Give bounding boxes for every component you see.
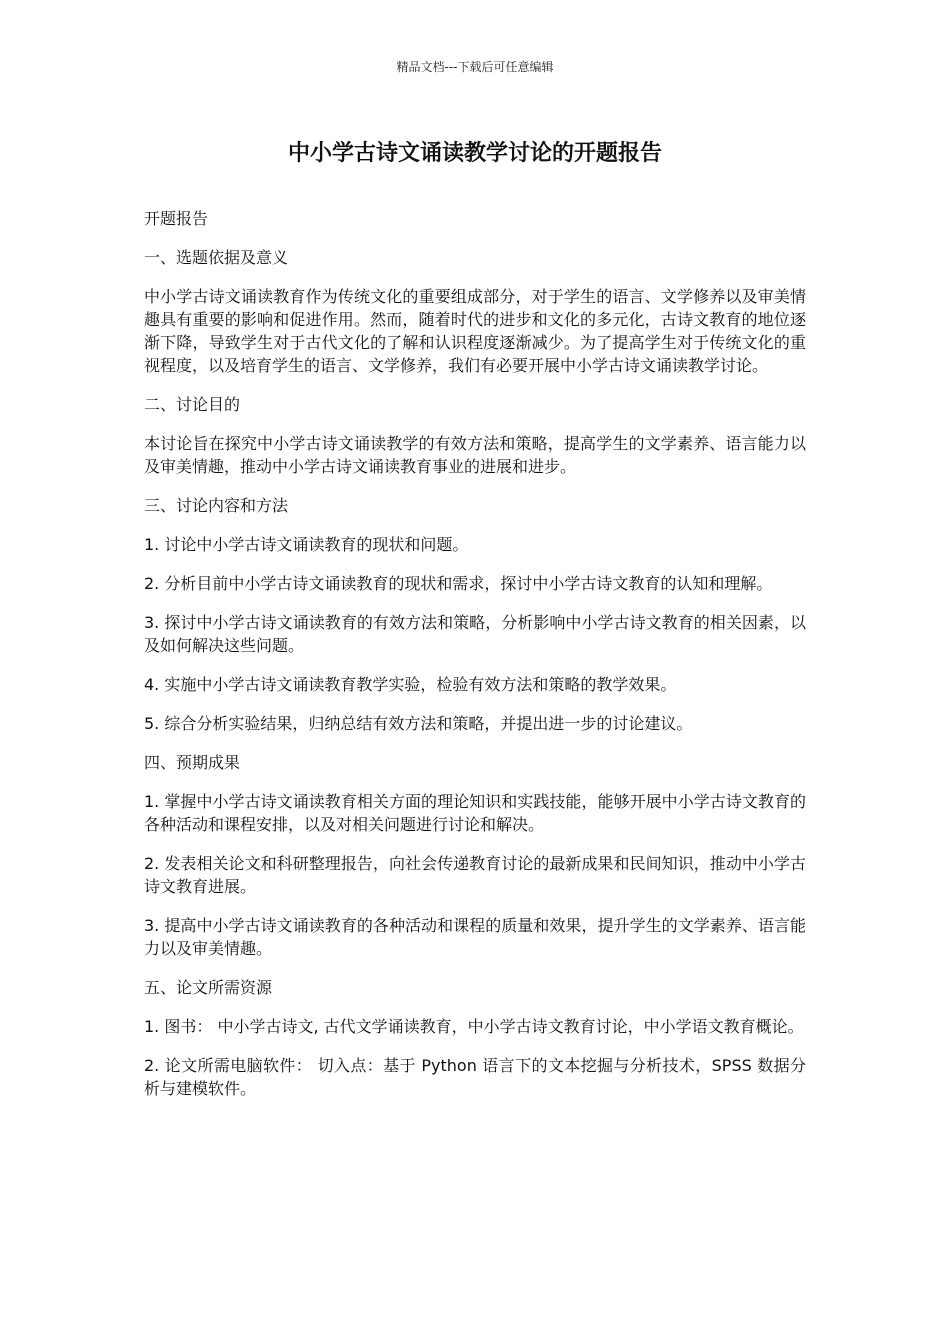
list-item-resource-2: 2. 论文所需电脑软件： 切入点：基于 Python 语言下的文本挖掘与分析技术，SPSS 数据分析与建模软件。	[144, 1056, 806, 1098]
list-item-outcome-3: 3. 提高中小学古诗文诵读教育的各种活动和课程的质量和效果，提升学生的文学素养、语言能力以及审美情趣。	[144, 916, 806, 958]
list-item-content-4: 4. 实施中小学古诗文诵读教育教学实验，检验有效方法和策略的教学效果。	[144, 675, 677, 694]
section-heading-content-methods: 三、讨论内容和方法	[144, 496, 289, 515]
list-item-resource-1: 1. 图书： 中小学古诗文, 古代文学诵读教育，中小学古诗文教育讨论，中小学语文教育概论。	[144, 1017, 804, 1036]
paragraph-purpose: 本讨论旨在探究中小学古诗文诵读教学的有效方法和策略，提高学生的文学素养、语言能力以及审美情趣，推动中小学古诗文诵读教育事业的进展和进步。	[144, 434, 806, 476]
paragraph-basis: 中小学古诗文诵读教育作为传统文化的重要组成部分，对于学生的语言、文学修养以及审美情趣具有重要的影响和促进作用。然而，随着时代的进步和文化的多元化，古诗文教育的地位逐渐下降，导致学生对于古代文化的了解和认识程度逐渐减少。为了提高学生对于传统文化的重视程度，以及培育学生的语言、文学修养，我们有必要开展中小学古诗文诵读教学讨论。	[144, 287, 806, 375]
section-heading-purpose: 二、讨论目的	[144, 395, 241, 414]
list-item-content-2: 2. 分析目前中小学古诗文诵读教育的现状和需求，探讨中小学古诗文教育的认知和理解。	[144, 574, 773, 593]
header-note: 精品文档---下载后可任意编辑	[396, 60, 554, 74]
list-item-outcome-2: 2. 发表相关论文和科研整理报告，向社会传递教育讨论的最新成果和民间知识，推动中小学古诗文教育进展。	[144, 854, 806, 896]
document-body	[144, 207, 806, 1116]
list-item-outcome-1: 1. 掌握中小学古诗文诵读教育相关方面的理论知识和实践技能，能够开展中小学古诗文教育的各种活动和课程安排，以及对相关问题进行讨论和解决。	[144, 792, 806, 834]
section-heading-basis: 一、选题依据及意义	[144, 248, 289, 267]
list-item-content-1: 1. 讨论中小学古诗文诵读教育的现状和问题。	[144, 535, 469, 554]
section-heading-resources: 五、论文所需资源	[144, 978, 273, 997]
paragraph-report-label: 开题报告	[144, 209, 209, 228]
document-title: 中小学古诗文诵读教学讨论的开题报告	[287, 141, 662, 166]
list-item-content-3: 3. 探讨中小学古诗文诵读教育的有效方法和策略，分析影响中小学古诗文教育的相关因素，以及如何解决这些问题。	[144, 613, 806, 655]
list-item-content-5: 5. 综合分析实验结果，归纳总结有效方法和策略，并提出进一步的讨论建议。	[144, 714, 693, 733]
section-heading-outcomes: 四、预期成果	[144, 753, 241, 772]
